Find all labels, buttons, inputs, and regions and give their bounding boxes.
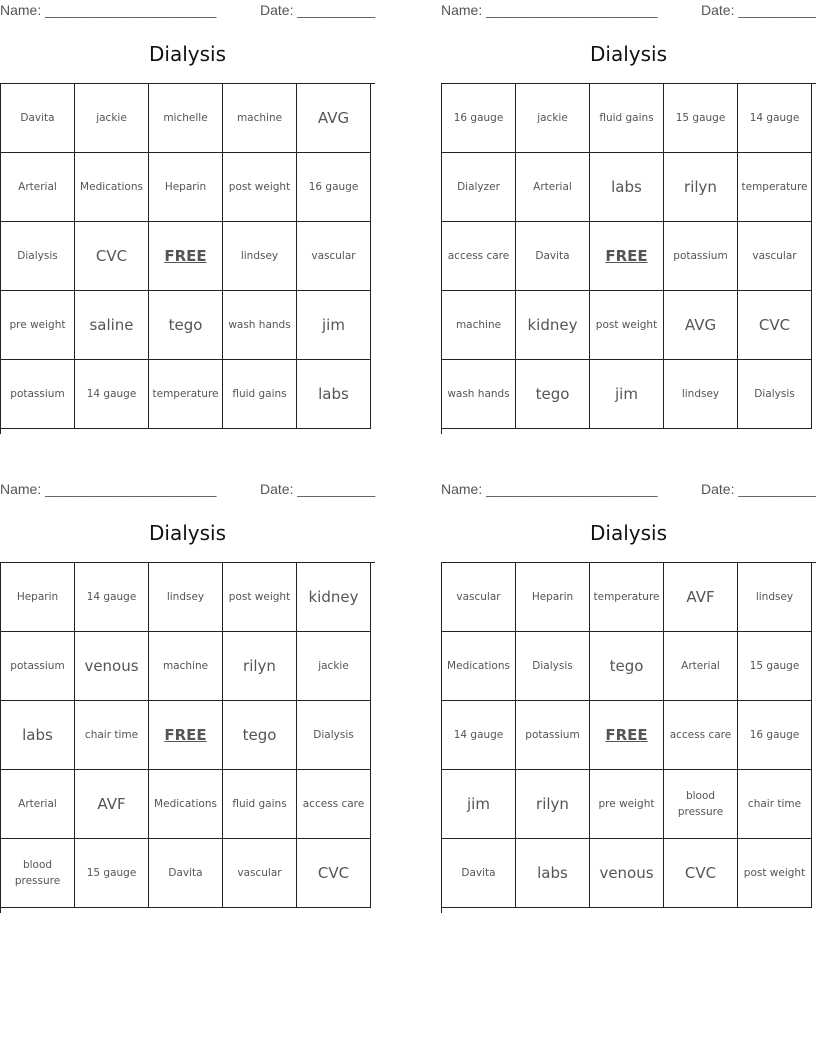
- bingo-cell: vascular: [442, 563, 516, 632]
- bingo-grid: [0, 83, 375, 434]
- bingo-cell: CVC: [664, 839, 738, 908]
- bingo-cell: jim: [442, 770, 516, 839]
- bingo-cell: machine: [442, 291, 516, 360]
- bingo-cell: pre weight: [590, 770, 664, 839]
- bingo-cell: chair time: [75, 701, 149, 770]
- bingo-cell: potassium: [1, 360, 75, 429]
- date-field: Date: __________: [701, 481, 816, 497]
- bingo-cell: post weight: [223, 153, 297, 222]
- bingo-cell: kidney: [516, 291, 590, 360]
- bingo-grid: [441, 562, 816, 913]
- bingo-cell: Dialysis: [516, 632, 590, 701]
- bingo-cell: 15 gauge: [75, 839, 149, 908]
- bingo-cell: machine: [149, 632, 223, 701]
- bingo-cell: lindsey: [149, 563, 223, 632]
- bingo-card: [441, 0, 816, 440]
- bingo-cell: wash hands: [442, 360, 516, 429]
- bingo-cell: temperature: [149, 360, 223, 429]
- bingo-cell: Dialyzer: [442, 153, 516, 222]
- bingo-cell: jackie: [75, 84, 149, 153]
- card-title: Dialysis: [148, 521, 226, 545]
- bingo-cell: potassium: [664, 222, 738, 291]
- name-date-line: [441, 479, 816, 499]
- bingo-cell: chair time: [738, 770, 812, 839]
- bingo-cell: CVC: [75, 222, 149, 291]
- bingo-cell: labs: [297, 360, 371, 429]
- bingo-cell: 14 gauge: [75, 563, 149, 632]
- bingo-cell: machine: [223, 84, 297, 153]
- bingo-cell: Heparin: [516, 563, 590, 632]
- bingo-cell: venous: [590, 839, 664, 908]
- bingo-cell: lindsey: [664, 360, 738, 429]
- bingo-cell: labs: [1, 701, 75, 770]
- bingo-cell: blood pressure: [1, 839, 75, 908]
- bingo-cell: kidney: [297, 563, 371, 632]
- bingo-cell: 15 gauge: [664, 84, 738, 153]
- bingo-cell: Davita: [1, 84, 75, 153]
- bingo-cell: tego: [516, 360, 590, 429]
- bingo-cell: labs: [590, 153, 664, 222]
- bingo-card: [441, 479, 816, 919]
- bingo-cell: 14 gauge: [75, 360, 149, 429]
- bingo-cell: AVG: [297, 84, 371, 153]
- bingo-cell: access care: [442, 222, 516, 291]
- bingo-cell: post weight: [223, 563, 297, 632]
- name-field: Name: ______________________: [0, 481, 217, 497]
- free-space: FREE: [149, 222, 223, 291]
- bingo-cell: venous: [75, 632, 149, 701]
- name-field: Name: ______________________: [441, 2, 658, 18]
- free-space: FREE: [149, 701, 223, 770]
- bingo-cell: michelle: [149, 84, 223, 153]
- bingo-cell: Medications: [75, 153, 149, 222]
- bingo-cell: Davita: [149, 839, 223, 908]
- bingo-cell: Arterial: [664, 632, 738, 701]
- bingo-cell: temperature: [738, 153, 812, 222]
- bingo-cell: jackie: [297, 632, 371, 701]
- bingo-cell: jim: [590, 360, 664, 429]
- bingo-cell: Dialysis: [738, 360, 812, 429]
- bingo-cell: blood pressure: [664, 770, 738, 839]
- bingo-grid: [441, 83, 816, 434]
- bingo-cell: jim: [297, 291, 371, 360]
- card-title: Dialysis: [589, 42, 667, 66]
- bingo-cell: potassium: [1, 632, 75, 701]
- bingo-cell: fluid gains: [223, 770, 297, 839]
- bingo-cell: labs: [516, 839, 590, 908]
- bingo-cell: lindsey: [738, 563, 812, 632]
- bingo-cell: Davita: [516, 222, 590, 291]
- bingo-cell: 16 gauge: [442, 84, 516, 153]
- bingo-cell: post weight: [590, 291, 664, 360]
- name-field: Name: ______________________: [441, 481, 658, 497]
- bingo-cell: pre weight: [1, 291, 75, 360]
- free-space: FREE: [590, 222, 664, 291]
- bingo-cell: CVC: [738, 291, 812, 360]
- bingo-grid: [0, 562, 375, 913]
- bingo-cell: tego: [590, 632, 664, 701]
- name-date-line: [0, 479, 375, 499]
- name-date-line: [0, 0, 375, 20]
- bingo-cell: rilyn: [664, 153, 738, 222]
- bingo-cell: AVF: [75, 770, 149, 839]
- bingo-cell: temperature: [590, 563, 664, 632]
- bingo-cell: lindsey: [223, 222, 297, 291]
- bingo-cell: Medications: [149, 770, 223, 839]
- bingo-cell: fluid gains: [223, 360, 297, 429]
- bingo-card: [0, 0, 375, 440]
- bingo-cell: 15 gauge: [738, 632, 812, 701]
- bingo-cell: post weight: [738, 839, 812, 908]
- date-field: Date: __________: [260, 481, 376, 497]
- bingo-card: [0, 479, 375, 919]
- bingo-cell: vascular: [223, 839, 297, 908]
- bingo-cell: Arterial: [516, 153, 590, 222]
- bingo-cell: rilyn: [516, 770, 590, 839]
- bingo-cell: wash hands: [223, 291, 297, 360]
- bingo-cell: vascular: [738, 222, 812, 291]
- bingo-cell: 14 gauge: [738, 84, 812, 153]
- bingo-cell: fluid gains: [590, 84, 664, 153]
- name-date-line: [441, 0, 816, 20]
- bingo-cell: Dialysis: [297, 701, 371, 770]
- bingo-cell: Davita: [442, 839, 516, 908]
- bingo-cell: saline: [75, 291, 149, 360]
- date-field: Date: __________: [260, 2, 376, 18]
- bingo-cell: rilyn: [223, 632, 297, 701]
- bingo-cell: Heparin: [149, 153, 223, 222]
- bingo-cell: Arterial: [1, 770, 75, 839]
- bingo-cell: vascular: [297, 222, 371, 291]
- bingo-cell: Medications: [442, 632, 516, 701]
- bingo-cell: Heparin: [1, 563, 75, 632]
- free-space: FREE: [590, 701, 664, 770]
- bingo-cell: Dialysis: [1, 222, 75, 291]
- bingo-cell: access care: [297, 770, 371, 839]
- bingo-cell: 16 gauge: [297, 153, 371, 222]
- bingo-cell: potassium: [516, 701, 590, 770]
- card-title: Dialysis: [589, 521, 667, 545]
- name-field: Name: ______________________: [0, 2, 217, 18]
- bingo-cell: CVC: [297, 839, 371, 908]
- date-field: Date: __________: [701, 2, 816, 18]
- bingo-cell: tego: [223, 701, 297, 770]
- bingo-cell: AVF: [664, 563, 738, 632]
- bingo-cell: Arterial: [1, 153, 75, 222]
- bingo-cell: access care: [664, 701, 738, 770]
- card-title: Dialysis: [148, 42, 226, 66]
- bingo-cell: 14 gauge: [442, 701, 516, 770]
- bingo-cell: tego: [149, 291, 223, 360]
- bingo-cell: AVG: [664, 291, 738, 360]
- bingo-cell: 16 gauge: [738, 701, 812, 770]
- bingo-cell: jackie: [516, 84, 590, 153]
